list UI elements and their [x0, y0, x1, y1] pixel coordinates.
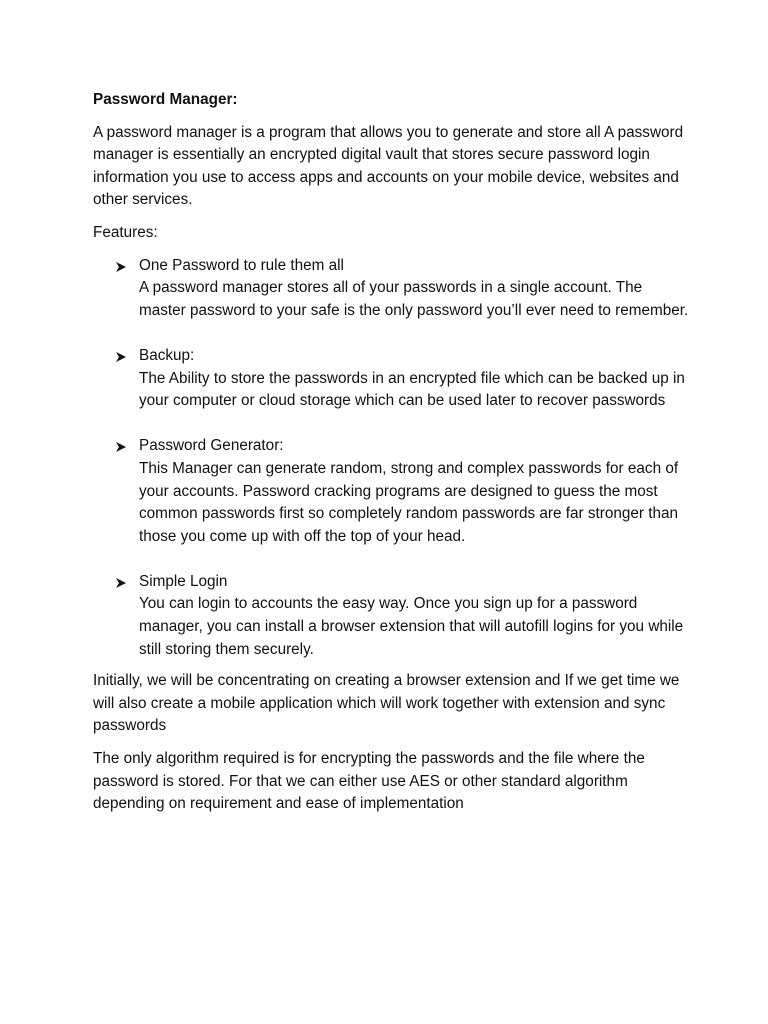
- features-label: Features:: [93, 223, 158, 241]
- feature-title: One Password to rule them all: [139, 256, 344, 274]
- intro-paragraph: A password manager is a program that allows you to generate and store all A password manager is essentially an encrypted digital vault that stores secure password login information you use to access apps and accounts on your mobile device, websites and other services.: [93, 123, 684, 209]
- algorithm-paragraph: The only algorithm required is for encrypting the passwords and the file where the password is stored. For that we can either use AES or other standard algorithm depending on requirement and ease of implementation: [93, 750, 645, 813]
- feature-item-simple-login: [93, 571, 693, 661]
- feature-item-one-password: [93, 255, 693, 323]
- arrowhead-bullet-icon: [115, 261, 127, 273]
- document-page: [93, 89, 693, 826]
- feature-body: The Ability to store the passwords in an encrypted file which can be backed up in your computer or cloud storage which can be used later to recover passwords: [139, 369, 685, 410]
- feature-body: A password manager stores all of your passwords in a single account. The master password to your safe is the only password you’ll ever need to remember.: [139, 279, 689, 319]
- arrowhead-bullet-icon: [115, 441, 127, 453]
- feature-item-backup: [93, 345, 693, 413]
- features-list: [93, 255, 693, 662]
- arrowhead-bullet-icon: [115, 351, 127, 363]
- feature-title: Backup:: [139, 346, 195, 364]
- feature-body: You can login to accounts the easy way. Once you sign up for a password manager, you can install a browser extension that will autofill logins for you while still storing them securely.: [139, 595, 684, 658]
- plan-paragraph: Initially, we will be concentrating on creating a browser extension and If we get time we will also create a mobile application which will work together with extension and sync passwords: [93, 672, 680, 735]
- feature-item-password-generator: [93, 435, 693, 548]
- feature-title: Simple Login: [139, 572, 228, 590]
- feature-body: This Manager can generate random, strong and complex passwords for each of your accounts. Password cracking programs are designed to guess the most common passwords first so completely random passwords are far stronger than those you come up with off the top of your head.: [139, 459, 679, 545]
- arrowhead-bullet-icon: [115, 577, 127, 589]
- document-heading: Password Manager:: [93, 91, 238, 108]
- feature-title: Password Generator:: [139, 437, 284, 455]
